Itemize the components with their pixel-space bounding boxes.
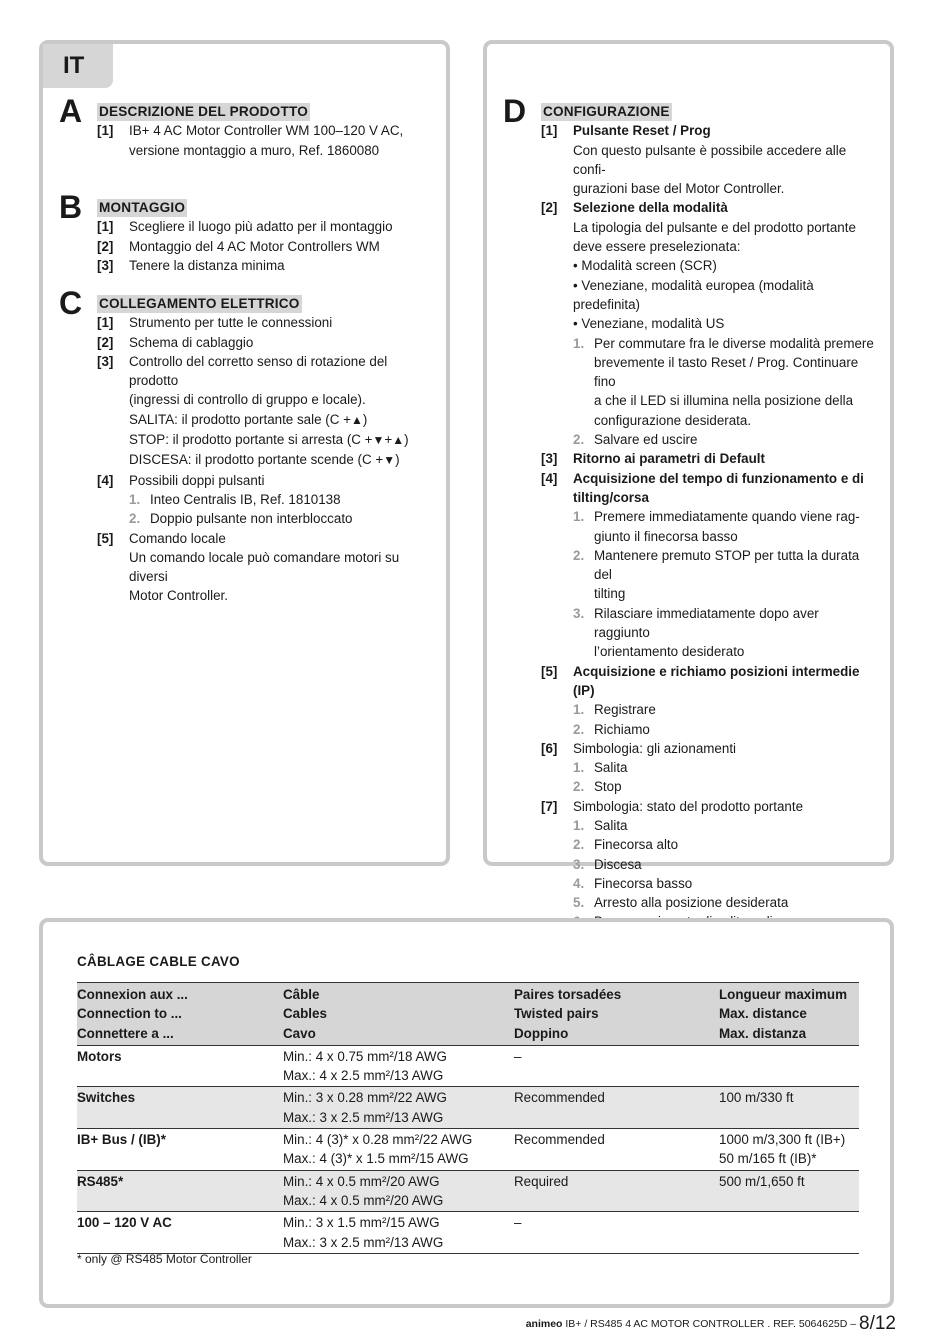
sub-item bbox=[573, 720, 878, 739]
sub-item-text bbox=[594, 720, 878, 739]
item-heading: Acquisizione e richiamo posizioni intermedie (IP) bbox=[573, 663, 860, 698]
table-row bbox=[77, 1170, 859, 1212]
text-line: • Modalità screen (SCR) bbox=[573, 258, 717, 274]
text-line: Tenere la distanza minima bbox=[129, 257, 285, 273]
sub-item-number: 2. bbox=[573, 837, 585, 853]
item-text bbox=[129, 237, 434, 256]
section-items bbox=[97, 217, 434, 275]
cable-footnote: * only @ RS485 Motor Controller bbox=[77, 1252, 252, 1266]
item-heading: Selezione della modalità bbox=[573, 200, 728, 216]
sub-item-text bbox=[594, 700, 878, 719]
item-heading: Ritorno ai parametri di Default bbox=[573, 451, 765, 467]
list-item bbox=[541, 662, 878, 739]
item-number: [5] bbox=[541, 663, 558, 679]
page-number: 8/12 bbox=[859, 1313, 896, 1334]
section-letter: B bbox=[59, 189, 83, 225]
discesa-line bbox=[129, 450, 434, 470]
sub-item-text bbox=[594, 546, 878, 604]
table-row bbox=[77, 1045, 859, 1087]
section-items bbox=[97, 121, 434, 160]
text-line: Montaggio del 4 AC Motor Controllers WM bbox=[129, 238, 380, 254]
item-number: [2] bbox=[541, 200, 558, 216]
text-line: Controllo del corretto senso di rotazione del prodotto bbox=[129, 353, 388, 389]
cable-spec: Min.: 3 x 1.5 mm²/15 AWG bbox=[283, 1215, 440, 1231]
cable-spec: Max.: 3 x 2.5 mm²/13 AWG bbox=[283, 1234, 444, 1250]
cable-spec: Max.: 4 x 0.5 mm²/20 AWG bbox=[283, 1192, 444, 1208]
sub-item bbox=[573, 546, 878, 604]
item-text bbox=[129, 313, 434, 332]
list-item bbox=[97, 217, 434, 236]
cell-cable bbox=[283, 1087, 514, 1129]
text-line: Stop bbox=[594, 779, 622, 795]
cell-connection bbox=[77, 1045, 283, 1087]
cable-spec: Min.: 4 x 0.5 mm²/20 AWG bbox=[283, 1173, 440, 1189]
cell-twisted-pairs bbox=[514, 1170, 719, 1212]
cell-max-distance bbox=[719, 1129, 859, 1171]
text-line: Salita bbox=[594, 817, 628, 833]
sub-item-text bbox=[594, 758, 878, 777]
text-line: Richiamo bbox=[594, 721, 650, 737]
salita-line bbox=[129, 410, 434, 430]
section-c bbox=[59, 285, 434, 606]
item-text bbox=[573, 449, 878, 468]
sub-item bbox=[573, 893, 878, 912]
text-line: Doppio pulsante non interbloccato bbox=[150, 511, 353, 527]
stop-end: ) bbox=[404, 432, 409, 448]
page-footer bbox=[526, 1314, 896, 1334]
item-number: [1] bbox=[541, 123, 558, 139]
text-line: Arresto alla posizione desiderata bbox=[594, 895, 789, 911]
cell-twisted-pairs bbox=[514, 1129, 719, 1171]
item-number: [6] bbox=[541, 740, 558, 756]
text-line: Con questo pulsante è possibile accedere alle confi- bbox=[573, 142, 847, 177]
sub-item-text bbox=[594, 430, 878, 449]
cable-spec: Min.: 4 x 0.75 mm²/18 AWG bbox=[283, 1048, 447, 1064]
cell-cable bbox=[283, 1045, 514, 1087]
cell-cable bbox=[283, 1170, 514, 1212]
sub-item-text bbox=[150, 509, 434, 528]
sub-item-number: 2. bbox=[573, 547, 585, 563]
text-line: (ingressi di controllo di gruppo e locale). bbox=[129, 392, 366, 408]
sub-item bbox=[573, 700, 878, 719]
cable-spec: Min.: 3 x 0.28 mm²/22 AWG bbox=[283, 1090, 447, 1106]
item-text bbox=[129, 529, 434, 606]
max-distance-value: 1000 m/3,300 ft (IB+) bbox=[719, 1132, 846, 1148]
sub-item-number: 2. bbox=[573, 432, 585, 448]
sub-item-number: 1. bbox=[129, 491, 141, 507]
item-number: [3] bbox=[541, 451, 558, 467]
list-item bbox=[541, 198, 878, 449]
cable-spec: Max.: 3 x 2.5 mm²/13 AWG bbox=[283, 1109, 444, 1125]
section-d bbox=[503, 93, 878, 951]
cell-max-distance bbox=[719, 1170, 859, 1212]
sub-item-number: 2. bbox=[129, 511, 141, 527]
list-item bbox=[97, 529, 434, 606]
sub-item bbox=[573, 604, 878, 662]
item-heading: tilting/corsa bbox=[573, 489, 649, 505]
twisted-pairs-value: Required bbox=[514, 1173, 569, 1189]
item-text bbox=[129, 121, 434, 160]
text-line: Un comando locale può comandare motori su diversi bbox=[129, 549, 400, 585]
text-line: Scegliere il luogo più adatto per il montaggio bbox=[129, 219, 393, 235]
text-line: Finecorsa basso bbox=[594, 875, 693, 891]
section-letter: C bbox=[59, 285, 83, 321]
cell-twisted-pairs bbox=[514, 1045, 719, 1087]
section-letter: A bbox=[59, 93, 83, 129]
twisted-pairs-value: Recommended bbox=[514, 1090, 605, 1106]
item-number: [2] bbox=[97, 334, 114, 350]
sub-item-number: 5. bbox=[573, 895, 585, 911]
item-number: [1] bbox=[97, 315, 114, 331]
text-line: Possibili doppi pulsanti bbox=[129, 472, 265, 488]
down-arrow-icon: ▼ bbox=[383, 453, 396, 468]
cell-max-distance bbox=[719, 1045, 859, 1087]
text-line: l’orientamento desiderato bbox=[594, 644, 745, 660]
sub-item bbox=[129, 490, 434, 509]
cell-cable bbox=[283, 1129, 514, 1171]
footer-brand: animeo bbox=[525, 1318, 563, 1330]
text-line: Mantenere premuto STOP per tutta la durata del bbox=[594, 547, 860, 583]
text-line: a che il LED si illumina nella posizione della bbox=[594, 393, 854, 409]
text-line: Salvare ed uscire bbox=[594, 432, 698, 448]
header-connection: Connexion aux ... Connection to ... Connettere a ... bbox=[77, 983, 283, 1046]
text-line: deve essere preselezionata: bbox=[573, 239, 741, 255]
sub-item bbox=[573, 507, 878, 546]
sub-item bbox=[573, 835, 878, 854]
stop-line bbox=[129, 430, 434, 450]
sub-item-text bbox=[594, 893, 878, 912]
sub-item bbox=[573, 430, 878, 449]
discesa-end: ) bbox=[395, 452, 400, 468]
list-item bbox=[97, 471, 434, 529]
item-number: [2] bbox=[97, 238, 114, 254]
list-item bbox=[541, 449, 878, 468]
item-number: [3] bbox=[97, 353, 114, 369]
item-heading: Acquisizione del tempo di funzionamento e di bbox=[573, 470, 864, 486]
twisted-pairs-value: Recommended bbox=[514, 1132, 605, 1148]
text-line: IB+ 4 AC Motor Controller WM 100–120 V AC, bbox=[129, 123, 404, 139]
item-text bbox=[129, 256, 434, 275]
text-line: • Veneziane, modalità europea (modalità predefinita) bbox=[573, 277, 814, 312]
item-number: [4] bbox=[97, 472, 114, 488]
table-row bbox=[77, 1212, 859, 1254]
sub-item-text bbox=[594, 604, 878, 662]
list-item bbox=[97, 313, 434, 332]
sub-item-number: 4. bbox=[573, 875, 585, 891]
cell-max-distance bbox=[719, 1087, 859, 1129]
sub-item-text bbox=[594, 777, 878, 796]
text-line: Discesa bbox=[594, 856, 642, 872]
sub-item bbox=[129, 509, 434, 528]
list-item bbox=[541, 469, 878, 662]
text-line: Comando locale bbox=[129, 530, 226, 546]
cell-connection bbox=[77, 1212, 283, 1254]
sub-item-number: 2. bbox=[573, 779, 585, 795]
left-panel bbox=[39, 40, 450, 866]
list-item bbox=[97, 121, 434, 160]
stop-plus: + bbox=[384, 432, 393, 448]
text-line: Finecorsa alto bbox=[594, 837, 679, 853]
sub-item-number: 1. bbox=[573, 760, 585, 776]
cable-title: CÂBLAGE CABLE CAVO bbox=[77, 954, 240, 969]
cell-max-distance bbox=[719, 1212, 859, 1254]
cell-connection bbox=[77, 1087, 283, 1129]
cable-spec: Max.: 4 x 2.5 mm²/13 AWG bbox=[283, 1068, 444, 1084]
footer-reference: IB+ / RS485 4 AC MOTOR CONTROLLER . REF. 5064625D – bbox=[562, 1318, 860, 1330]
connection-name: Switches bbox=[77, 1090, 136, 1106]
sub-item-text bbox=[594, 507, 878, 546]
cable-table bbox=[77, 982, 859, 1254]
sub-item-number: 3. bbox=[573, 605, 585, 621]
connection-name: 100 – 120 V AC bbox=[77, 1215, 172, 1231]
sub-item-text bbox=[594, 835, 878, 854]
item-text bbox=[573, 198, 878, 449]
item-text bbox=[573, 121, 878, 198]
text-line: giunto il finecorsa basso bbox=[594, 528, 738, 544]
sub-item-number: 2. bbox=[573, 721, 585, 737]
list-item bbox=[97, 352, 434, 471]
sub-item bbox=[573, 758, 878, 777]
text-line: Premere immediatamente quando viene rag- bbox=[594, 509, 860, 525]
connection-name: IB+ Bus / (IB)* bbox=[77, 1132, 166, 1148]
section-items bbox=[97, 313, 434, 605]
max-distance-value: 100 m/330 ft bbox=[719, 1090, 794, 1106]
item-number: [1] bbox=[97, 219, 114, 235]
up-arrow-icon: ▲ bbox=[392, 433, 405, 448]
salita-end: ) bbox=[362, 411, 368, 427]
text-line: La tipologia del pulsante e del prodotto portante bbox=[573, 219, 856, 235]
text-line: tilting bbox=[594, 586, 626, 602]
section-a bbox=[59, 93, 434, 160]
item-number: [3] bbox=[97, 257, 114, 273]
cell-cable bbox=[283, 1212, 514, 1254]
sub-item-text bbox=[594, 334, 878, 430]
item-text bbox=[129, 471, 434, 529]
cable-spec: Min.: 4 (3)* x 0.28 mm²/22 AWG bbox=[283, 1132, 473, 1148]
header-max-distance: Longueur maximum Max. distance Max. distanza bbox=[719, 983, 859, 1046]
max-distance-value: 50 m/165 ft (IB)* bbox=[719, 1151, 817, 1167]
right-panel bbox=[483, 40, 894, 911]
sub-item-number: 1. bbox=[573, 702, 585, 718]
section-title: COLLEGAMENTO ELETTRICO bbox=[99, 296, 300, 311]
sub-item bbox=[573, 777, 878, 796]
stop-text: STOP: il prodotto portante si arresta (C + bbox=[129, 432, 373, 448]
sub-item bbox=[573, 855, 878, 874]
twisted-pairs-value: – bbox=[514, 1215, 522, 1231]
sub-item-number: 1. bbox=[573, 335, 585, 351]
sub-item-number: 1. bbox=[573, 509, 585, 525]
text-line: Rilasciare immediatamente dopo aver raggiunto bbox=[594, 605, 819, 641]
item-text bbox=[573, 469, 878, 662]
sub-item-text bbox=[594, 855, 878, 874]
list-item bbox=[97, 333, 434, 352]
sub-item bbox=[573, 874, 878, 893]
text-line: brevemente il tasto Reset / Prog. Continuare fino bbox=[594, 354, 859, 390]
section-title: DESCRIZIONE DEL PRODOTTO bbox=[99, 104, 308, 119]
cable-panel bbox=[39, 918, 894, 1308]
connection-name: Motors bbox=[77, 1048, 122, 1064]
cable-table-header bbox=[77, 983, 859, 1046]
item-text bbox=[573, 662, 878, 739]
text-line: Registrare bbox=[594, 702, 656, 718]
text-line: Inteo Centralis IB, Ref. 1810138 bbox=[150, 491, 341, 507]
section-letter: D bbox=[503, 93, 527, 129]
item-text bbox=[129, 217, 434, 236]
language-tab: IT bbox=[43, 44, 113, 88]
cell-twisted-pairs bbox=[514, 1087, 719, 1129]
item-number: [7] bbox=[541, 798, 558, 814]
table-row bbox=[77, 1087, 859, 1129]
cell-connection bbox=[77, 1170, 283, 1212]
text-line: gurazioni base del Motor Controller. bbox=[573, 181, 785, 197]
item-number: [5] bbox=[97, 530, 114, 546]
item-heading: Pulsante Reset / Prog bbox=[573, 123, 711, 139]
sub-item-text bbox=[594, 874, 878, 893]
item-number: [1] bbox=[97, 123, 114, 139]
cable-spec: Max.: 4 (3)* x 1.5 mm²/15 AWG bbox=[283, 1151, 469, 1167]
up-arrow-icon: ▲ bbox=[350, 412, 363, 427]
table-row bbox=[77, 1129, 859, 1171]
text-line: Per commutare fra le diverse modalità premere bbox=[594, 335, 874, 351]
sub-item-number: 1. bbox=[573, 817, 585, 833]
sub-item-text bbox=[594, 816, 878, 835]
connection-name: RS485* bbox=[77, 1173, 124, 1189]
text-line: configurazione desiderata. bbox=[594, 412, 752, 428]
item-text bbox=[129, 352, 434, 471]
text-line: Strumento per tutte le connessioni bbox=[129, 315, 333, 331]
salita-text: SALITA: il prodotto portante sale (C + bbox=[129, 411, 351, 427]
section-items bbox=[541, 121, 878, 951]
item-text bbox=[129, 333, 434, 352]
list-item bbox=[97, 256, 434, 275]
header-cable: Câble Cables Cavo bbox=[283, 983, 514, 1046]
max-distance-value: 500 m/1,650 ft bbox=[719, 1173, 805, 1189]
section-b bbox=[59, 189, 434, 275]
section-title: CONFIGURAZIONE bbox=[543, 104, 670, 119]
text-line: Motor Controller. bbox=[129, 588, 228, 604]
sub-item-number: 3. bbox=[573, 856, 585, 872]
sub-item-text bbox=[150, 490, 434, 509]
text-line: • Veneziane, modalità US bbox=[573, 316, 725, 332]
list-item bbox=[541, 121, 878, 198]
discesa-text: DISCESA: il prodotto portante scende (C + bbox=[129, 452, 384, 468]
item-text bbox=[573, 739, 878, 797]
sub-item bbox=[573, 816, 878, 835]
list-item bbox=[541, 739, 878, 797]
twisted-pairs-value: – bbox=[514, 1048, 522, 1064]
cell-connection bbox=[77, 1129, 283, 1171]
section-title: MONTAGGIO bbox=[99, 200, 186, 215]
cell-twisted-pairs bbox=[514, 1212, 719, 1254]
text-line: Simbologia: stato del prodotto portante bbox=[573, 798, 804, 814]
text-line: Simbologia: gli azionamenti bbox=[573, 740, 737, 756]
text-line: Salita bbox=[594, 760, 628, 776]
header-twisted-pairs: Paires torsadées Twisted pairs Doppino bbox=[514, 983, 719, 1046]
sub-item bbox=[573, 334, 878, 430]
text-line: Schema di cablaggio bbox=[129, 334, 254, 350]
down-arrow-icon: ▼ bbox=[372, 433, 385, 448]
list-item bbox=[97, 237, 434, 256]
item-number: [4] bbox=[541, 470, 558, 486]
text-line: versione montaggio a muro, Ref. 1860080 bbox=[129, 142, 380, 158]
